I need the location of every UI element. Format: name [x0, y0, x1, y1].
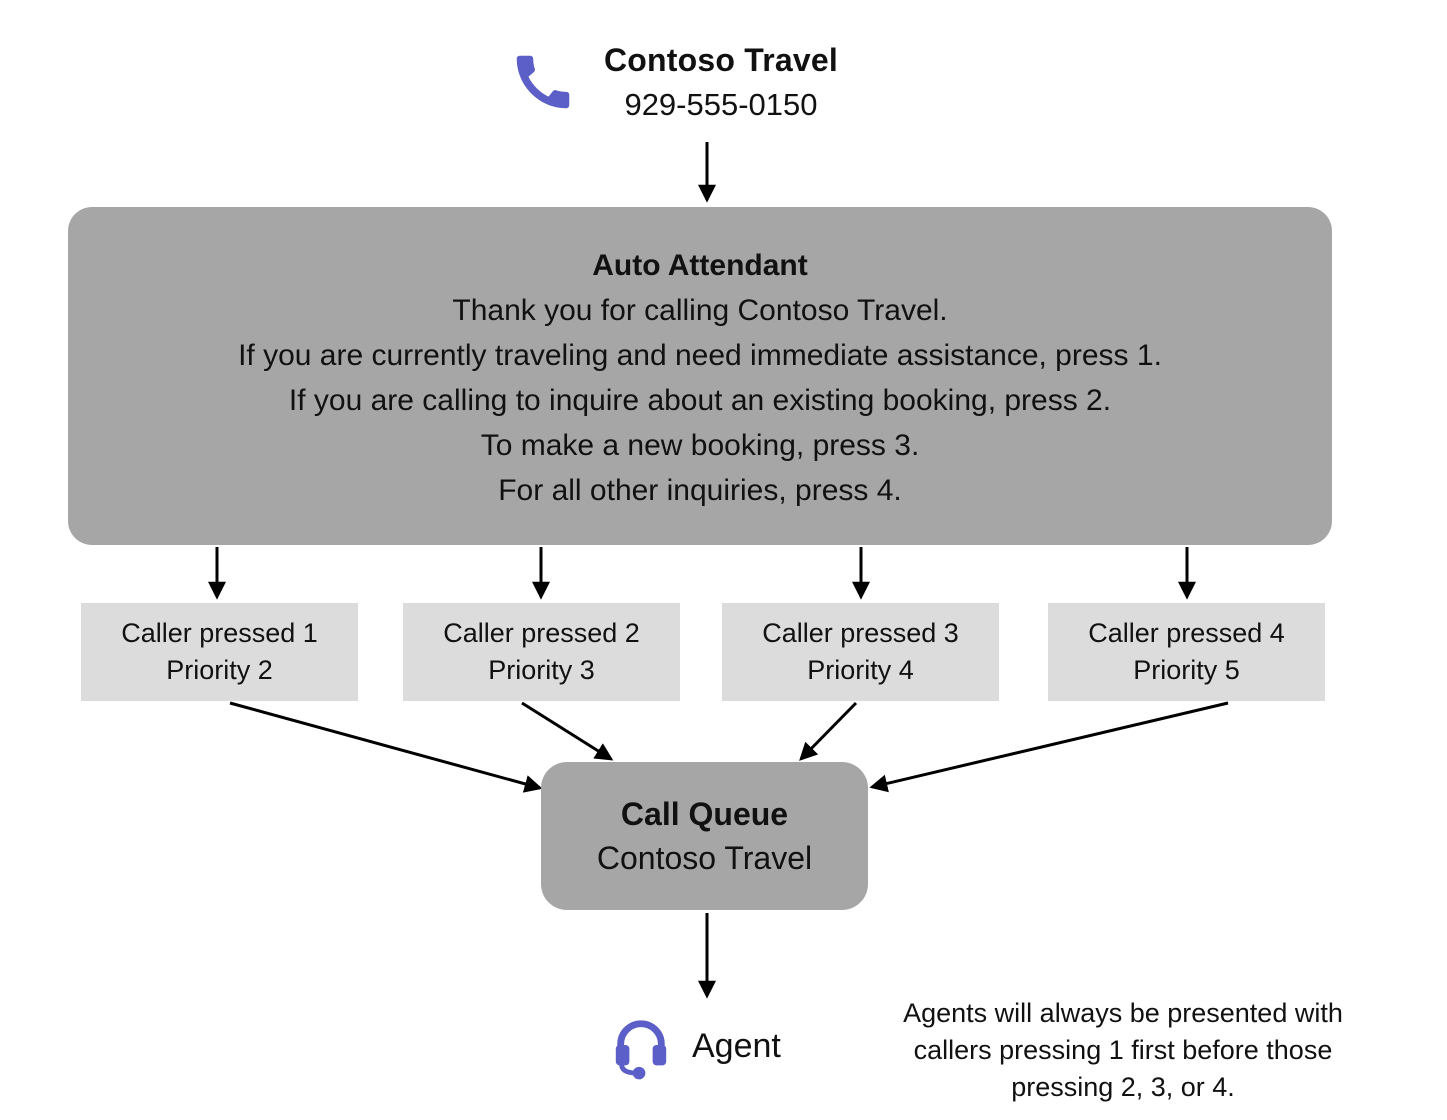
call-queue-subtitle: Contoso Travel: [596, 840, 813, 876]
phone-icon: [508, 40, 578, 124]
entry-point: [508, 40, 838, 124]
auto-attendant-title: Auto Attendant: [592, 249, 808, 282]
agent: [610, 1004, 781, 1088]
option-priority: Priority 5: [1133, 655, 1240, 685]
auto-attendant-line: To make a new booking, press 3.: [480, 429, 920, 462]
option-action: Caller pressed 1: [121, 618, 318, 648]
option-box-press-4: [1048, 603, 1325, 701]
auto-attendant-box: [68, 207, 1332, 545]
agent-label: Agent: [692, 1026, 781, 1065]
auto-attendant-line: Thank you for calling Contoso Travel.: [452, 294, 948, 327]
option-action: Caller pressed 4: [1088, 618, 1285, 648]
option-box-press-1: [81, 603, 358, 701]
call-queue-title: Call Queue: [620, 796, 789, 832]
priority-note-line: callers pressing 1 first before those: [913, 1035, 1333, 1065]
option-box-press-2: [403, 603, 680, 701]
priority-note: [843, 995, 1403, 1106]
option-action: Caller pressed 3: [762, 618, 959, 648]
option-priority: Priority 2: [166, 655, 273, 685]
auto-attendant-line: If you are currently traveling and need immediate assistance, press 1.: [238, 339, 1162, 372]
priority-note-line: pressing 2, 3, or 4.: [1011, 1072, 1235, 1102]
entry-title: Contoso Travel: [604, 41, 838, 78]
option-priority: Priority 3: [488, 655, 595, 685]
auto-attendant-line: If you are calling to inquire about an existing booking, press 2.: [288, 384, 1112, 417]
headset-icon: [610, 1004, 672, 1088]
entry-phone-number: 929-555-0150: [624, 86, 818, 122]
auto-attendant-line: For all other inquiries, press 4.: [498, 474, 902, 507]
option-priority: Priority 4: [807, 655, 914, 685]
option-action: Caller pressed 2: [443, 618, 640, 648]
call-queue-box: [541, 762, 868, 910]
priority-note-line: Agents will always be presented with: [903, 998, 1343, 1028]
option-box-press-3: [722, 603, 999, 701]
